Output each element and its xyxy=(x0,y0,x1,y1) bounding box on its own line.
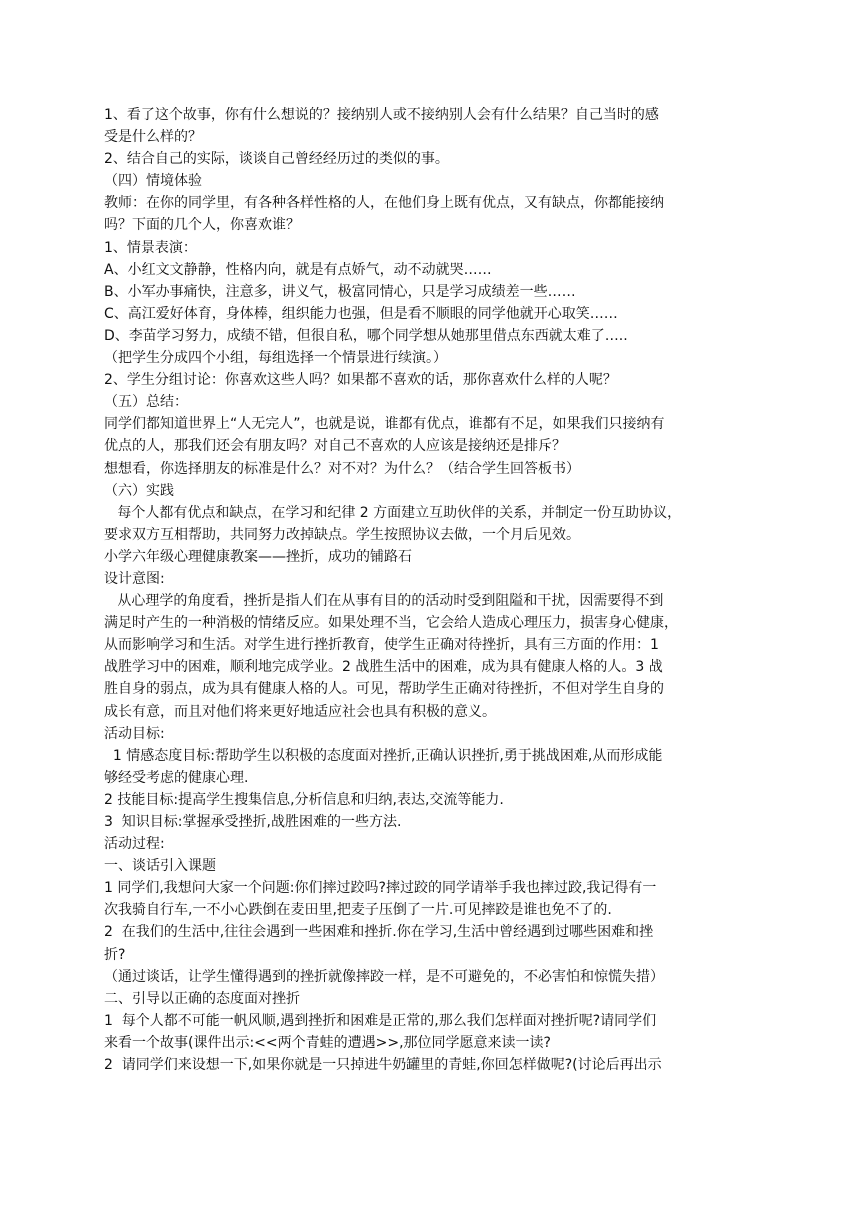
text-line: B、小军办事痛快，注意多，讲义气，极富同情心，只是学习成绩差一些…… xyxy=(104,283,576,300)
text-line: 受是什么样的？ xyxy=(104,129,202,146)
text-line: （把学生分成四个小组，每组选择一个情景进行续演。） xyxy=(104,350,447,367)
text-line: 来看一个故事(课件出示:<<两个青蛙的遭遇>>,那位同学愿意来读一读? xyxy=(104,1034,551,1051)
text-line: 次我骑自行车,一不小心跌倒在麦田里,把麦子压倒了一片.可见摔跤是谁也免不了的. xyxy=(104,902,612,919)
text-line: 2 技能目标:提高学生搜集信息,分析信息和归纳,表达,交流等能力. xyxy=(104,791,504,808)
lesson-title: 小学六年级心理健康教案——挫折，成功的铺路石 xyxy=(104,548,412,565)
text-line: A、小红文文静静，性格内向，就是有点娇气，动不动就哭…… xyxy=(104,261,492,278)
text-line: 想想看，你选择朋友的标准是什么？对不对？为什么？（结合学生回答板书） xyxy=(104,460,580,477)
text-line: D、李苗学习努力，成绩不错，但很自私，哪个同学想从她那里借点东西就太难了….. xyxy=(104,327,628,344)
text-line: 2、结合自己的实际，谈谈自己曾经经历过的类似的事。 xyxy=(104,151,449,168)
section-heading: 一、谈话引入课题 xyxy=(104,858,216,875)
section-heading: （五）总结： xyxy=(104,394,188,411)
text-line: 优点的人，那我们还会有朋友吗？对自己不喜欢的人应该是接纳还是排斥？ xyxy=(104,438,566,455)
text-line: 2 在我们的生活中,往往会遇到一些困难和挫折.你在学习,生活中曾经遇到过哪些困难和挫 xyxy=(104,924,654,941)
text-line: （通过谈话，让学生懂得遇到的挫折就像摔跤一样，是不可避免的，不必害怕和惊慌失措） xyxy=(104,968,664,985)
document-page xyxy=(104,104,732,1076)
text-line: 同学们都知道世界上“人无完人”，也就是说，谁都有优点，谁都有不足，如果我们只接纳有 xyxy=(104,416,665,433)
text-line: 1、情景表演： xyxy=(104,239,197,256)
text-line: 1 同学们,我想问大家一个问题:你们摔过跤吗?摔过跤的同学请举手我也摔过跤,我记得有一 xyxy=(104,880,657,897)
section-heading: 活动目标: xyxy=(104,725,165,742)
text-line: 每个人都有优点和缺点，在学习和纪律 2 方面建立互助伙伴的关系，并制定一份互助协议， xyxy=(104,504,682,521)
text-line: 1、看了这个故事，你有什么想说的？接纳别人或不接纳别人会有什么结果？自己当时的感 xyxy=(104,107,659,123)
text-line: 够经受考虑的健康心理. xyxy=(104,769,249,786)
section-heading: （六）实践 xyxy=(104,482,174,499)
text-line: 折? xyxy=(104,946,126,963)
text-line: 2、学生分组讨论：你喜欢这些人吗？如果都不喜欢的话，那你喜欢什么样的人呢？ xyxy=(104,372,617,389)
text-line: 1 每个人都不可能一帆风顺,遇到挫折和困难是正常的,那么我们怎样面对挫折呢?请同学们 xyxy=(104,1012,657,1029)
section-heading: 活动过程: xyxy=(104,836,165,853)
text-line: 教师：在你的同学里，有各种各样性格的人，在他们身上既有优点，又有缺点，你都能接纳 xyxy=(104,195,664,212)
section-heading: 设计意图: xyxy=(104,570,165,587)
section-heading: （四）情境体验 xyxy=(104,173,202,190)
text-line: 胜自身的弱点，成为具有健康人格的人。可见，帮助学生正确对待挫折，不但对学生自身的 xyxy=(104,681,664,698)
text-line: 战胜学习中的困难，顺利地完成学业。2 战胜生活中的困难，成为具有健康人格的人。3 战 xyxy=(104,659,663,676)
text-line: 从心理学的角度看，挫折是指人们在从事有目的的活动时受到阻隘和干扰，因需要得不到 xyxy=(104,593,664,610)
section-heading: 二、引导以正确的态度面对挫折 xyxy=(104,990,300,1007)
text-line: 成长有意，而且对他们将来更好地适应社会也具有积极的意义。 xyxy=(104,703,496,720)
text-line: 要求双方互相帮助，共同努力改掉缺点。学生按照协议去做，一个月后见效。 xyxy=(104,526,580,543)
text-line: 从而影响学习和生活。对学生进行挫折教育，使学生正确对待挫折，具有三方面的作用：1 xyxy=(104,637,659,654)
text-line: 3 知识目标:掌握承受挫折,战胜困难的一些方法. xyxy=(104,814,402,830)
text-line: C、高江爱好体育，身体棒，组织能力也强，但是看不顺眼的同学他就开心取笑…… xyxy=(104,305,618,322)
text-line: 2 请同学们来设想一下,如果你就是一只掉进牛奶罐里的青蛙,你回怎样做呢?(讨论后再出示 xyxy=(104,1057,662,1074)
text-line: 满足时产生的一种消极的情绪反应。如果处理不当，它会给人造成心理压力，损害身心健康， xyxy=(104,615,678,632)
text-line: 吗？下面的几个人，你喜欢谁？ xyxy=(104,217,300,234)
text-line: 1 情感态度目标:帮助学生以积极的态度面对挫折,正确认识挫折,勇于挑战困难,从而形成能 xyxy=(104,747,663,764)
